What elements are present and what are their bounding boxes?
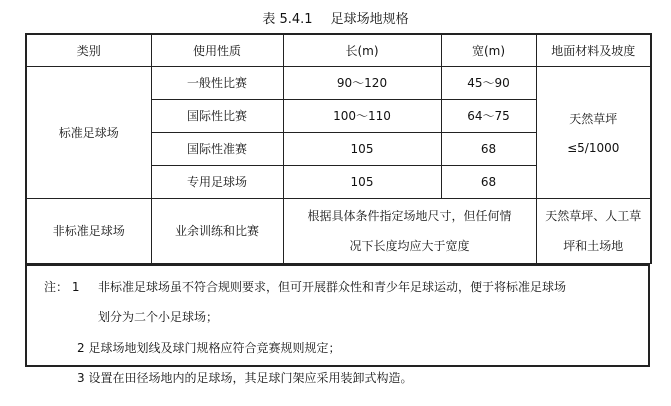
width-cell: 68 (441, 132, 536, 165)
slope-line: ≤5/1000 (567, 140, 620, 155)
width-cell: 45～90 (441, 66, 536, 99)
header-category: 类别 (26, 34, 151, 66)
length-cell: 90～120 (283, 66, 441, 99)
width-cell: 68 (441, 165, 536, 198)
use-cell: 一般性比赛 (151, 66, 283, 99)
header-row (26, 34, 651, 66)
use-cell: 专用足球场 (151, 165, 283, 198)
nonstandard-size (283, 198, 536, 263)
note-item: 3 设置在田径场地内的足球场，其足球门架应采用装卸式构造。 (77, 370, 413, 385)
standard-category: 标准足球场 (26, 66, 151, 198)
nonstandard-use: 业余训练和比赛 (151, 198, 283, 263)
table-title (0, 8, 671, 28)
table-title-text: 足球场地规格 (330, 12, 409, 27)
nonstandard-material (536, 198, 651, 263)
note-item-continued: 划分为二个小足球场； (98, 309, 219, 324)
table-number: 表 5.4.1 (262, 12, 313, 27)
note-item: 2 足球场地划线及球门规格应符合竞赛规则规定； (77, 340, 341, 355)
length-cell: 105 (283, 132, 441, 165)
width-cell: 64～75 (441, 99, 536, 132)
spec-table (25, 33, 650, 397)
size-line: 况下长度均应大于宽度 (349, 238, 470, 253)
notes-lead: 注： 1 (44, 279, 80, 294)
size-line: 根据具体条件指定场地尺寸，但任何情 (307, 208, 512, 223)
length-cell: 100～110 (283, 99, 441, 132)
header-material: 地面材料及坡度 (536, 34, 651, 66)
standard-material (536, 66, 651, 198)
notes-box (25, 264, 650, 385)
header-length: 长(m) (283, 34, 441, 66)
material-line: 天然草坪 (569, 111, 618, 126)
material-line: 天然草坪、人工草 (545, 208, 642, 223)
header-use: 使用性质 (151, 34, 283, 66)
note-item: 非标准足球场虽不符合规则要求，但可开展群众性和青少年足球运动，便于将标准足球场 (98, 279, 567, 294)
material-line: 坪和土场地 (563, 238, 624, 253)
length-cell: 105 (283, 165, 441, 198)
use-cell: 国际性准赛 (151, 132, 283, 165)
spec-table-grid (25, 33, 652, 264)
header-width: 宽(m) (441, 34, 536, 66)
nonstandard-row (26, 198, 651, 263)
table-row (26, 66, 651, 99)
nonstandard-category: 非标准足球场 (26, 198, 151, 263)
use-cell: 国际性比赛 (151, 99, 283, 132)
